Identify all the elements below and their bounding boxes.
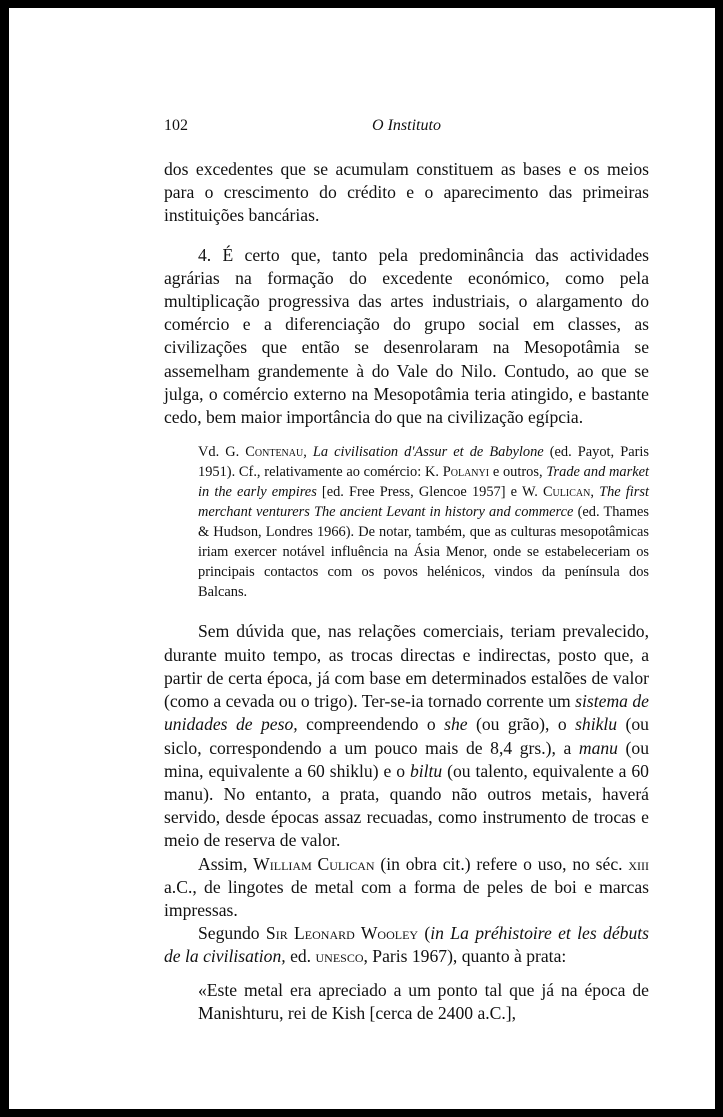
page-number: 102 <box>164 117 188 134</box>
body-text <box>164 158 649 1025</box>
book-title: La civilisation d'Assur et de Babylone <box>312 444 544 461</box>
footnote-block: Vd. G. Contenau, La civilisation d'Assur et de Babylone (ed. Payot, Paris 1951). Cf., relativamente ao comércio: K. Polanyi e outros, Trade and market in the early empires [ed. Free Press, Glencoe 1957] e W. Culican, The first merchant venturers The ancient Levant in history and commerce (ed. Thames & Hudson, Londres 1966). De notar, também, que as culturas mesopotâmicas iriam exercer notável influência na Ásia Menor, onde se estabeleceriam os principais contactos com os povos helénicos, vindos da península dos Balcans. <box>198 444 649 600</box>
paragraph-commerce: Sem dúvida que, nas relações comerciais, teriam prevalecido, durante muito tempo, as trocas directas e indirectas, posto que, a partir de certa época, já com base em determinados estalões de valor (como a cevada ou o trigo). Ter-se-ia tornado corrente um sistema de unidades de peso, compreendendo o she (ou grão), o shiklu (ou siclo, correspondendo a um pouco mais de 8,4 grs.), a manu (ou mina, equivalente a 60 shiklu) e o biltu (ou talento, equivalente a 60 manu). No entanto, a prata, quando não outros metais, haverá servido, desde épocas assaz recuadas, como instrumento de trocas e meio de reserva de valor. <box>164 621 649 851</box>
book-title: The first merchant venturers The ancient Levant in history and commerce <box>198 484 649 520</box>
paragraph-section-4: 4. É certo que, tanto pela predominância das actividades agrárias na formação do excedente económico, como pela multiplicação progressiva das artes industriais, o alargamento do comércio e a diferenciação do grupo social em classes, as civilizações que então se desenrolaram na Mesopotâmia se assemelham grandemente à do Vale do Nilo. Contudo, ao que se julga, o comércio externo na Mesopotâmia teria atingido, e bastante cedo, bem maior importância do que na civilização egípcia. <box>164 244 649 428</box>
author-polanyi: Polanyi <box>442 464 490 481</box>
author-contenau: Contenau <box>245 444 304 461</box>
block-quote: «Este metal era apreciado a um ponto tal que já na época de Manishturu, rei de Kish [cerca de 2400 a.C.], <box>198 979 649 1023</box>
author-culican: Culican <box>542 484 591 501</box>
paragraph-continuation: dos excedentes que se acumulam constituem as bases e os meios para o crescimento do crédito e o aparecimento das primeiras instituições bancárias. <box>164 159 649 226</box>
book-title: Trade and market in the early empires <box>198 464 649 501</box>
running-title: O Instituto <box>372 117 441 134</box>
author-name: William Culican <box>253 853 375 874</box>
author-name: Sir Leonard Wooley <box>265 923 419 944</box>
paragraph-wooley: Segundo Sir Leonard Wooley (in La préhistoire et les débuts de la civilisation, ed. unesco, Paris 1967), quanto à prata: <box>164 923 649 967</box>
book-page <box>9 8 715 1109</box>
paragraph-culican: Assim, William Culican (in obra cit.) refere o uso, no séc. xiii a.C., de lingotes de metal com a forma de peles de boi e marcas impressas. <box>164 853 649 920</box>
